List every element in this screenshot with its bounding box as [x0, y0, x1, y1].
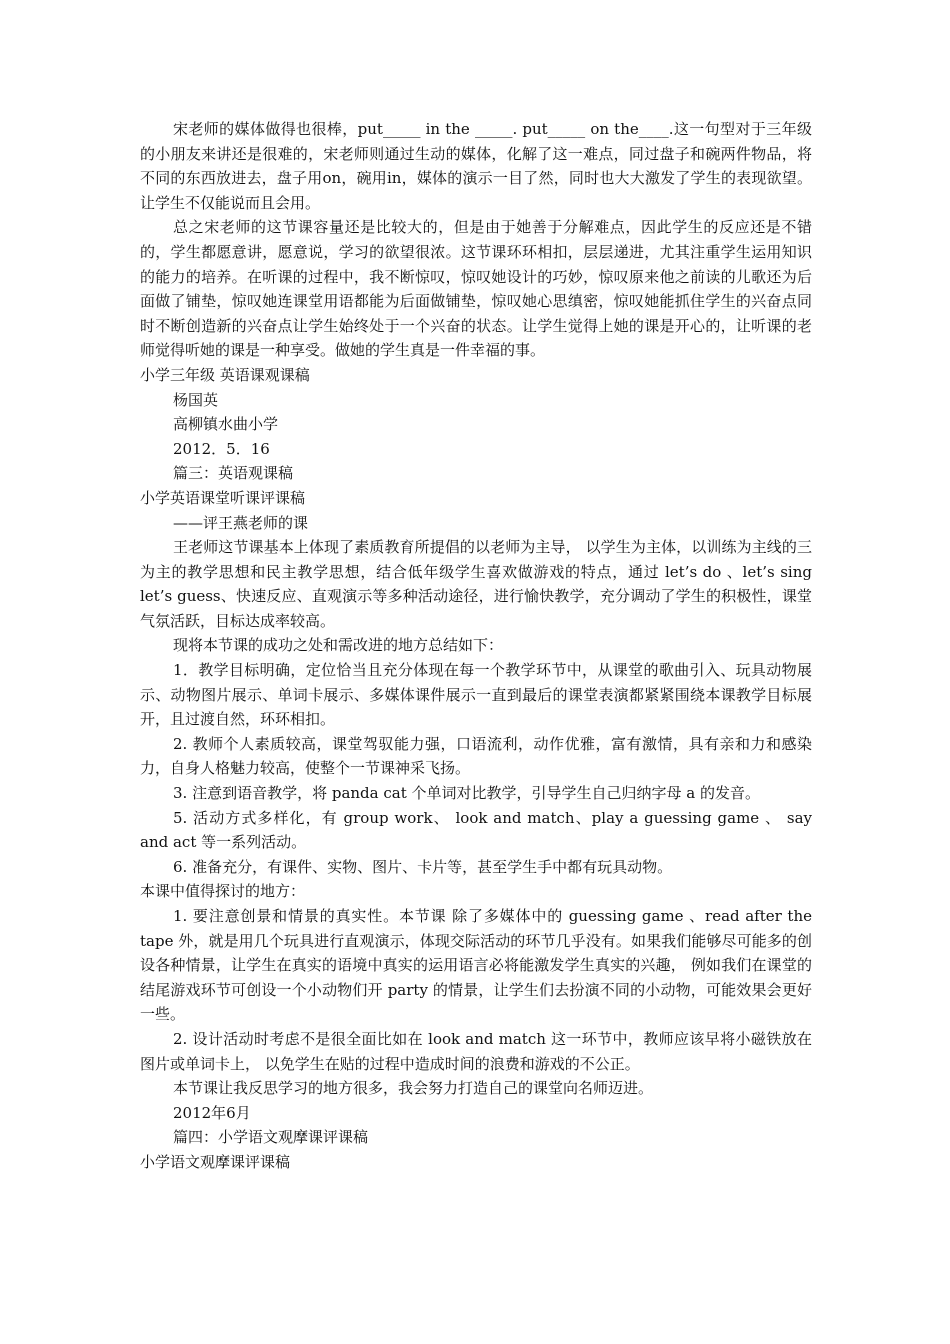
paragraph-wang-intro: 王老师这节课基本上体现了素质教育所提倡的以老师为主导， 以学生为主体，以训练为主线的三为主的教学思想和民主教学思想，结合低年级学生喜欢做游戏的特点，通过 let’s do 、let’s sing let’s guess、快速反应、直观演示等多种活动途径，进行愉快教学，充分调动了学生的积极性，课堂气氛活跃，目标达成率较高。 — [140, 538, 817, 630]
list-item-6: 6. 准备充分，有课件、实物、图片、卡片等，甚至学生手中都有玩具动物。 — [173, 857, 673, 876]
discussion-item-1: 1. 要注意创景和情景的真实性。本节课 除了多媒体中的 guessing game 、read after the tape 外，就是用几个玩具进行直观演示，体现交际活动的环节几乎没有。如果我们能够尽可能多的创设各种情景，让学生在真实的语境中真实的运用语言必将能激发学生真实的兴趣， 例如我们在课堂的结尾游戏环节可创设一个小动物们开 party 的情景，让学生们去扮演不同的小动物，可能效果会更好一些。 — [140, 907, 817, 1024]
chapter-heading-4: 篇四：小学语文观摩课评课稿 — [173, 1128, 369, 1147]
list-item-2: 2. 教师个人素质较高，课堂驾驭能力强，口语流利，动作优雅，富有激情，具有亲和力和感染力，自身人格魅力较高，使整个一节课神采飞扬。 — [140, 734, 812, 778]
section-title-english-review: 小学英语课堂听课评课稿 — [140, 488, 306, 507]
paragraph-reflection: 本节课让我反思学习的地方很多，我会努力打造自己的课堂向名师迈进。 — [173, 1079, 654, 1098]
section-title-grade3-english: 小学三年级 英语课观课稿 — [140, 365, 310, 384]
discussion-item-2: 2. 设计活动时考虑不是很全面比如在 look and match 这一环节中，教师应该早将小磁铁放在图片或单词卡上， 以免学生在贴的过程中造成时间的浪费和游戏的不公正。 — [140, 1029, 812, 1073]
list-item-5: 5. 活动方式多样化，有 group work、 look and match、play a guessing game 、 say and act 等一系列活动。 — [140, 808, 817, 852]
paragraph-summary-lead: 现将本节课的成功之处和需改进的地方总结如下： — [173, 636, 504, 655]
list-item-3: 3. 注意到语音教学，将 panda cat 个单词对比教学，引导学生自己归纳字母 a 的发音。 — [173, 784, 760, 803]
document-body — [140, 117, 817, 1175]
paragraph-media-review: 宋老师的媒体做得也很棒，put_____ in the _____. put_____ on the____.这一句型对于三年级的小朋友来讲还是很难的，宋老师则通过生动的媒体，化解了这一难点，同过盘子和碗两件物品，将不同的东西放进去，盘子用on，碗用in，媒体的演示一目了然，同时也大大激发了学生的表现欲望。让学生不仅能说而且会用。 — [140, 120, 812, 212]
school-name: 高柳镇水曲小学 — [173, 415, 279, 434]
date-line-2: 2012年6月 — [173, 1103, 251, 1122]
date-line: 2012．5．16 — [173, 439, 270, 458]
paragraph-summary: 总之宋老师的这节课容量还是比较大的，但是由于她善于分解难点，因此学生的反应还是不错的，学生都愿意讲，愿意说，学习的欲望很浓。这节课环环相扣，层层递进，尤其注重学生运用知识的能力的培养。在听课的过程中，我不断惊叹，惊叹她设计的巧妙，惊叹原来他之前读的儿歌还为后面做了铺垫，惊叹她连课堂用语都能为后面做铺垫，惊叹她心思缜密，惊叹她能抓住学生的兴奋点同时不断创造新的兴奋点让学生始终处于一个兴奋的状态。让学生觉得上她的课是开心的，让听课的老师觉得听她的课是一种享受。做她的学生真是一件幸福的事。 — [140, 218, 812, 360]
subtitle-teacher: ——评王燕老师的课 — [173, 513, 309, 532]
list-item-1: 1．教学目标明确，定位恰当且充分体现在每一个教学环节中，从课堂的歌曲引入、玩具动物展示、动物图片展示、单词卡展示、多媒体课件展示一直到最后的课堂表演都紧紧围绕本课教学目标展开，且过渡自然，环环相扣。 — [140, 661, 812, 729]
section-title-chinese-review: 小学语文观摩课评课稿 — [140, 1152, 291, 1171]
section-title-discussion: 本课中值得探讨的地方： — [140, 882, 306, 901]
author-name: 杨国英 — [173, 390, 219, 409]
chapter-heading-3: 篇三：英语观课稿 — [173, 464, 294, 483]
